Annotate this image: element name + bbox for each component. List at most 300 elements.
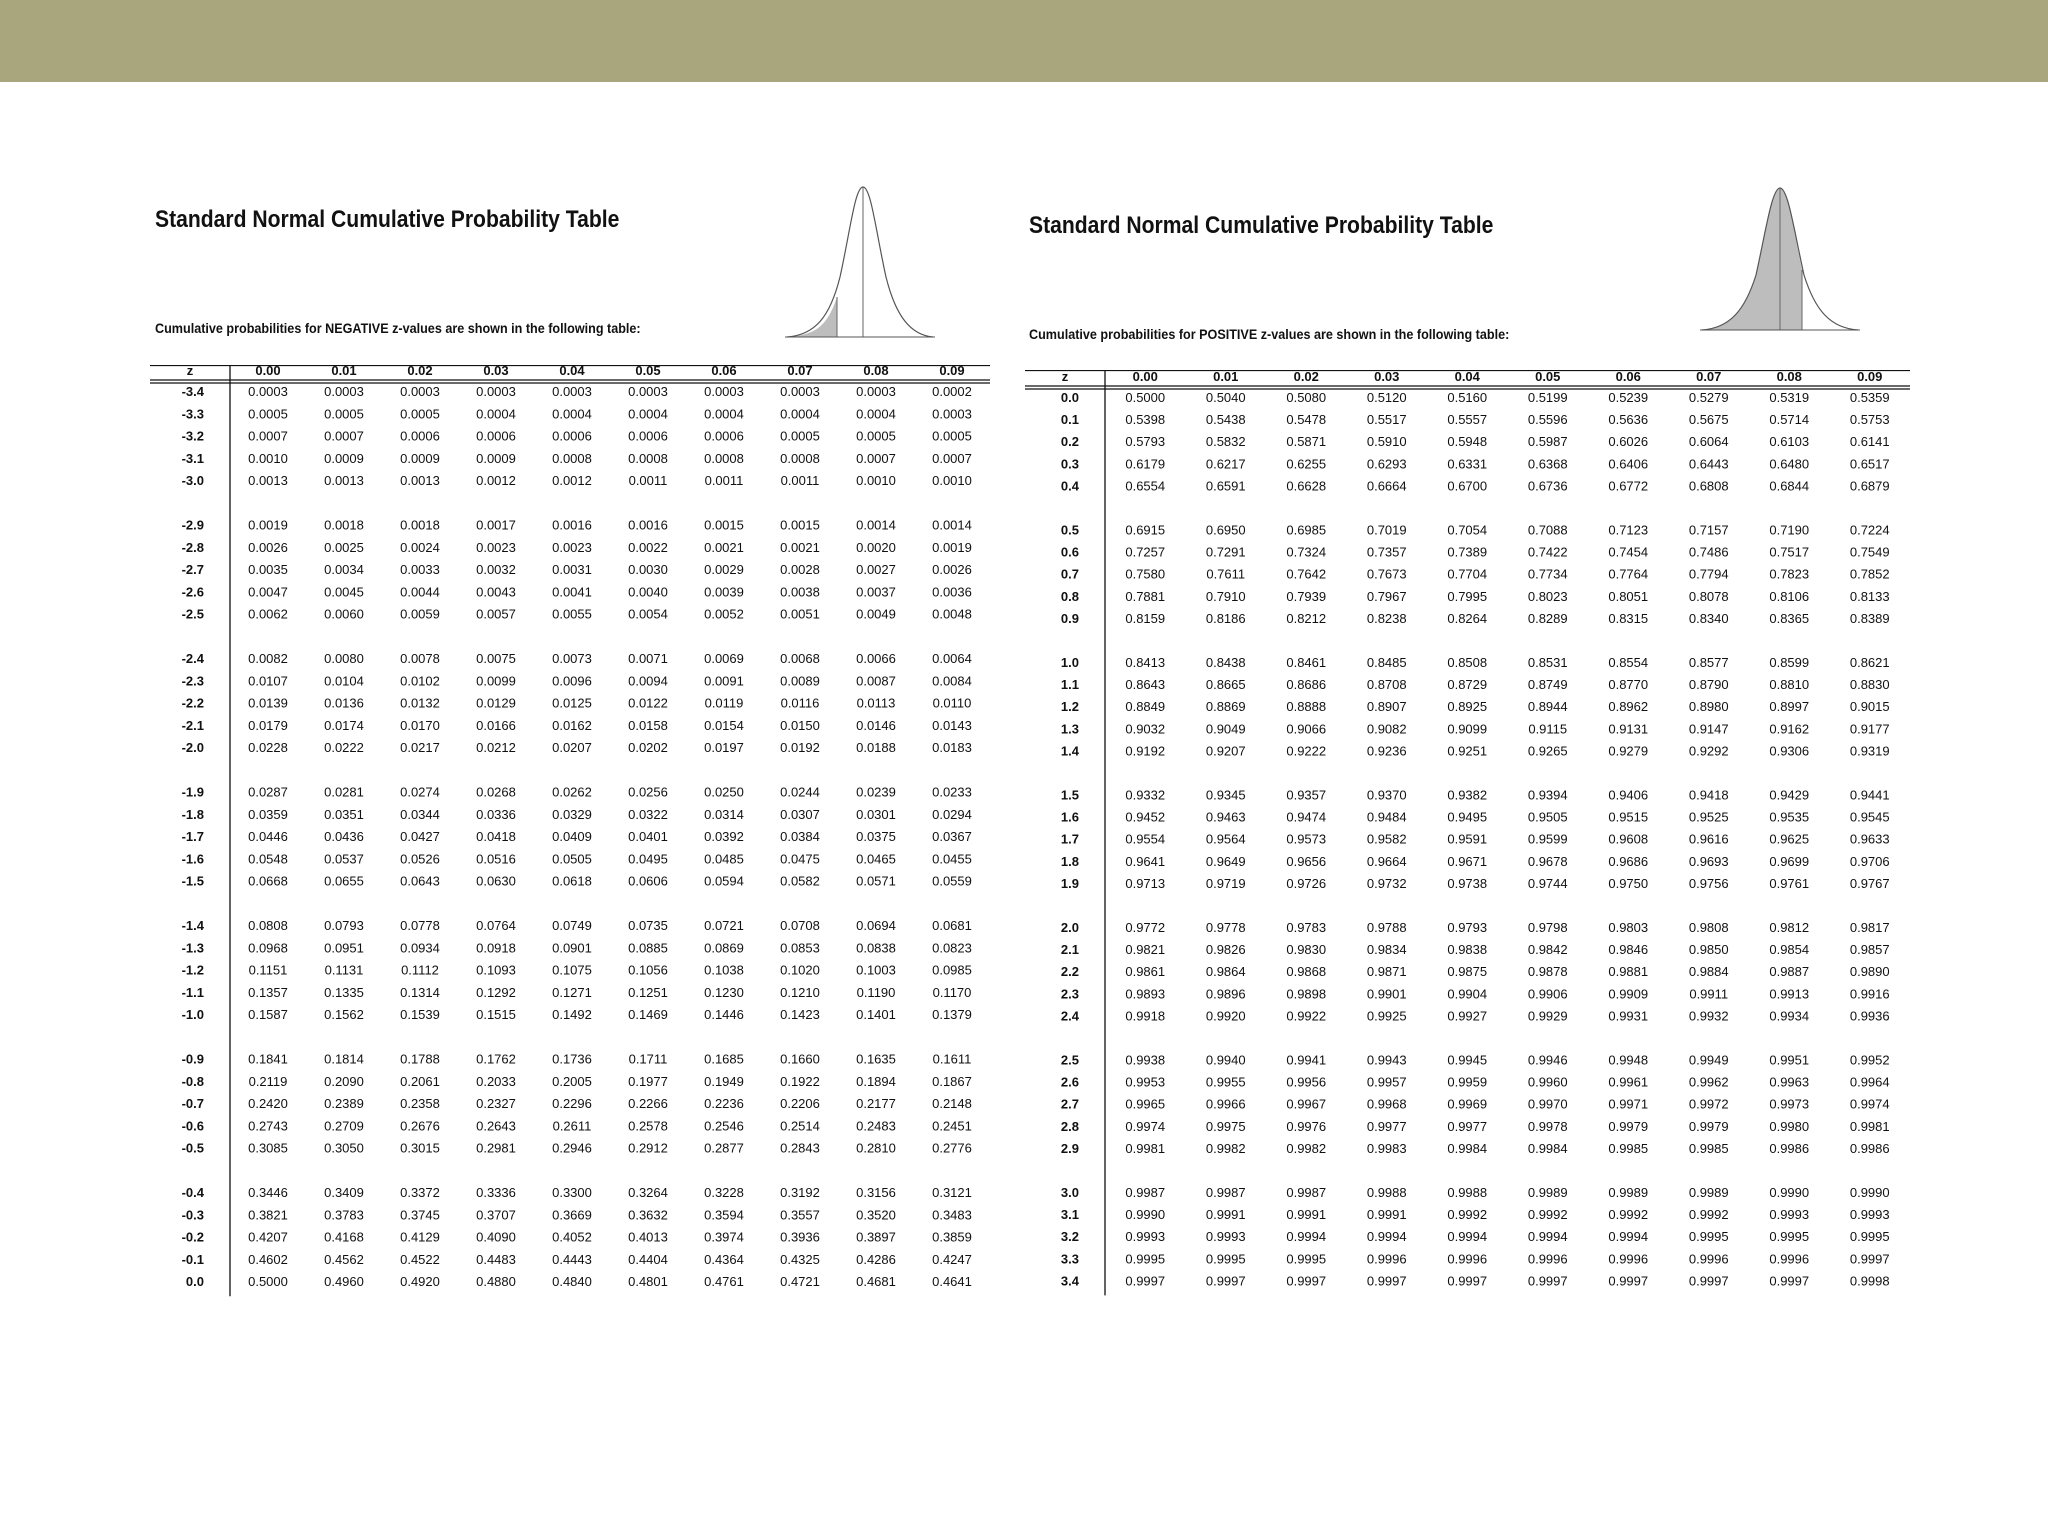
probability-cell: 0.0268 bbox=[476, 784, 516, 800]
table-row bbox=[182, 1185, 972, 1200]
probability-cell: 0.1562 bbox=[324, 1007, 364, 1023]
probability-cell: 0.8264 bbox=[1447, 610, 1488, 626]
table-row bbox=[1061, 1251, 1890, 1266]
column-header-cell: 0.06 bbox=[1615, 370, 1641, 384]
probability-cell: 0.0003 bbox=[932, 406, 972, 422]
table-row bbox=[182, 829, 972, 844]
probability-cell: 0.2119 bbox=[248, 1073, 288, 1089]
probability-cell: 0.9981 bbox=[1849, 1118, 1890, 1134]
probability-cell: 0.9382 bbox=[1447, 787, 1488, 803]
probability-cell: 0.0901 bbox=[552, 940, 592, 956]
probability-cell: 0.5359 bbox=[1849, 390, 1890, 405]
z-value-cell: -0.9 bbox=[181, 1051, 204, 1067]
probability-cell: 0.0516 bbox=[476, 851, 516, 867]
probability-cell: 0.9808 bbox=[1688, 920, 1729, 935]
probability-cell: 0.4641 bbox=[932, 1274, 972, 1290]
probability-cell: 0.0016 bbox=[628, 517, 668, 533]
probability-cell: 0.0062 bbox=[248, 606, 288, 622]
table-row bbox=[186, 1274, 972, 1289]
table-row bbox=[1061, 1229, 1890, 1244]
z-value-cell: 1.1 bbox=[1060, 677, 1079, 693]
probability-cell: 0.6255 bbox=[1286, 456, 1327, 472]
probability-cell: 0.0012 bbox=[552, 473, 592, 489]
column-header-cell: 0.02 bbox=[407, 365, 433, 378]
probability-cell: 0.0047 bbox=[248, 584, 288, 600]
probability-cell: 0.0351 bbox=[324, 806, 364, 822]
probability-cell: 0.9545 bbox=[1849, 809, 1890, 825]
probability-cell: 0.9979 bbox=[1608, 1118, 1649, 1134]
probability-cell: 0.9573 bbox=[1286, 831, 1327, 847]
probability-cell: 0.9929 bbox=[1527, 1008, 1568, 1024]
probability-cell: 0.1423 bbox=[780, 1007, 820, 1023]
table-row bbox=[1061, 655, 1890, 670]
probability-cell: 0.6064 bbox=[1688, 434, 1729, 450]
probability-cell: 0.9988 bbox=[1366, 1185, 1407, 1200]
probability-cell: 0.9878 bbox=[1527, 964, 1568, 980]
column-header-cell: 0.09 bbox=[939, 365, 965, 378]
probability-cell: 0.9979 bbox=[1688, 1118, 1729, 1134]
probability-cell: 0.8340 bbox=[1688, 610, 1729, 626]
probability-cell: 0.1401 bbox=[856, 1007, 896, 1023]
probability-cell: 0.0436 bbox=[324, 829, 364, 845]
probability-cell: 0.0064 bbox=[932, 651, 972, 666]
probability-cell: 0.9992 bbox=[1447, 1207, 1488, 1223]
probability-cell: 0.2148 bbox=[932, 1096, 972, 1112]
probability-cell: 0.9495 bbox=[1447, 809, 1488, 825]
probability-cell: 0.5080 bbox=[1286, 390, 1327, 405]
probability-cell: 0.7704 bbox=[1447, 566, 1488, 582]
probability-cell: 0.9997 bbox=[1447, 1273, 1488, 1289]
probability-cell: 0.0068 bbox=[780, 651, 820, 666]
probability-cell: 0.9997 bbox=[1769, 1273, 1810, 1289]
probability-cell: 0.9222 bbox=[1286, 743, 1327, 759]
z-value-cell: -0.4 bbox=[181, 1185, 204, 1200]
probability-cell: 0.1736 bbox=[552, 1051, 592, 1067]
z-value-cell: 0.3 bbox=[1060, 456, 1079, 472]
z-value-cell: -3.2 bbox=[181, 428, 204, 444]
probability-cell: 0.7852 bbox=[1849, 566, 1890, 582]
probability-cell: 0.0116 bbox=[780, 695, 820, 711]
probability-cell: 0.4247 bbox=[932, 1251, 972, 1267]
probability-cell: 0.9890 bbox=[1849, 964, 1890, 980]
probability-cell: 0.0446 bbox=[248, 829, 288, 845]
probability-cell: 0.8212 bbox=[1286, 610, 1327, 626]
probability-cell: 0.8078 bbox=[1688, 588, 1729, 604]
table-row bbox=[1061, 942, 1890, 957]
probability-cell: 0.9952 bbox=[1849, 1052, 1890, 1068]
probability-cell: 0.9857 bbox=[1849, 942, 1890, 958]
probability-cell: 0.8389 bbox=[1849, 610, 1890, 626]
probability-cell: 0.9177 bbox=[1849, 721, 1890, 737]
table-row bbox=[182, 985, 972, 1000]
probability-cell: 0.0287 bbox=[248, 784, 288, 800]
probability-cell: 0.9783 bbox=[1286, 920, 1327, 935]
table-row bbox=[182, 1141, 972, 1156]
z-value-cell: 3.2 bbox=[1060, 1229, 1079, 1245]
probability-cell: 0.6736 bbox=[1527, 478, 1568, 494]
probability-cell: 0.0026 bbox=[248, 539, 288, 555]
z-value-cell: 1.4 bbox=[1060, 743, 1079, 759]
probability-cell: 0.9938 bbox=[1125, 1052, 1166, 1068]
probability-cell: 0.0233 bbox=[932, 784, 972, 800]
probability-cell: 0.0244 bbox=[780, 784, 820, 800]
probability-cell: 0.8643 bbox=[1125, 677, 1166, 693]
probability-cell: 0.6664 bbox=[1366, 478, 1407, 494]
probability-cell: 0.9778 bbox=[1205, 920, 1246, 935]
probability-cell: 0.0239 bbox=[856, 784, 896, 800]
z-value-cell: -1.2 bbox=[181, 962, 204, 978]
z-value-cell: -2.5 bbox=[181, 606, 204, 622]
probability-cell: 0.4168 bbox=[324, 1229, 364, 1245]
probability-cell: 0.1230 bbox=[704, 984, 744, 1000]
z-value-cell: 0.9 bbox=[1060, 610, 1079, 626]
z-value-cell: -3.3 bbox=[181, 406, 204, 422]
probability-cell: 0.7123 bbox=[1608, 522, 1649, 538]
probability-cell: 0.5279 bbox=[1688, 390, 1729, 405]
probability-cell: 0.0024 bbox=[400, 539, 440, 555]
probability-cell: 0.9706 bbox=[1849, 853, 1890, 869]
probability-cell: 0.3015 bbox=[400, 1140, 440, 1156]
probability-cell: 0.0869 bbox=[704, 940, 744, 956]
probability-cell: 0.5319 bbox=[1769, 390, 1810, 405]
probability-cell: 0.9922 bbox=[1286, 1008, 1327, 1024]
probability-cell: 0.0150 bbox=[780, 717, 820, 733]
z-value-cell: 2.8 bbox=[1060, 1118, 1079, 1134]
probability-cell: 0.0021 bbox=[780, 539, 820, 555]
probability-cell: 0.7794 bbox=[1688, 566, 1729, 582]
table-row bbox=[182, 651, 972, 666]
probability-cell: 0.0011 bbox=[704, 473, 744, 489]
probability-cell: 0.3050 bbox=[324, 1140, 364, 1156]
probability-cell: 0.0036 bbox=[932, 584, 972, 600]
probability-cell: 0.0392 bbox=[704, 829, 744, 845]
probability-cell: 0.9995 bbox=[1769, 1229, 1810, 1245]
probability-cell: 0.1075 bbox=[552, 962, 592, 978]
probability-cell: 0.8665 bbox=[1205, 677, 1246, 693]
probability-cell: 0.0007 bbox=[324, 428, 364, 444]
probability-cell: 0.9898 bbox=[1286, 986, 1327, 1002]
probability-cell: 0.3264 bbox=[628, 1185, 668, 1200]
probability-cell: 0.9861 bbox=[1125, 964, 1166, 980]
probability-cell: 0.5793 bbox=[1125, 434, 1166, 450]
probability-cell: 0.0375 bbox=[856, 829, 896, 845]
z-value-cell: 0.1 bbox=[1060, 412, 1079, 428]
probability-cell: 0.9664 bbox=[1366, 853, 1407, 869]
probability-cell: 0.0003 bbox=[248, 384, 288, 399]
probability-cell: 0.6700 bbox=[1447, 478, 1488, 494]
probability-cell: 0.9936 bbox=[1849, 1008, 1890, 1024]
probability-cell: 0.6772 bbox=[1608, 478, 1649, 494]
z-value-cell: -3.4 bbox=[181, 384, 204, 399]
probability-cell: 0.9972 bbox=[1688, 1096, 1729, 1112]
probability-cell: 0.0162 bbox=[552, 717, 592, 733]
probability-cell: 0.0793 bbox=[324, 918, 364, 933]
probability-cell: 0.8413 bbox=[1125, 655, 1166, 670]
table-row bbox=[182, 540, 972, 555]
probability-cell: 0.3707 bbox=[476, 1207, 516, 1223]
probability-cell: 0.2611 bbox=[552, 1118, 592, 1134]
table-row bbox=[1061, 1053, 1890, 1068]
probability-cell: 0.8686 bbox=[1286, 677, 1327, 693]
probability-cell: 0.2061 bbox=[400, 1073, 440, 1089]
probability-cell: 0.0003 bbox=[628, 384, 668, 399]
probability-cell: 0.0023 bbox=[552, 539, 592, 555]
probability-cell: 0.3121 bbox=[932, 1185, 972, 1200]
probability-cell: 0.9656 bbox=[1286, 853, 1327, 869]
probability-cell: 0.1271 bbox=[552, 984, 592, 1000]
probability-cell: 0.6628 bbox=[1286, 478, 1327, 494]
z-value-cell: 3.3 bbox=[1060, 1251, 1079, 1267]
probability-cell: 0.0188 bbox=[856, 740, 896, 756]
probability-cell: 0.9970 bbox=[1527, 1096, 1568, 1112]
probability-cell: 0.8944 bbox=[1527, 699, 1568, 715]
probability-cell: 0.8289 bbox=[1527, 610, 1568, 626]
probability-cell: 0.5832 bbox=[1205, 434, 1246, 450]
probability-cell: 0.3409 bbox=[324, 1185, 364, 1200]
z-value-cell: 2.3 bbox=[1060, 986, 1079, 1002]
z-value-cell: 2.1 bbox=[1060, 942, 1079, 958]
probability-cell: 0.0154 bbox=[704, 717, 744, 733]
probability-cell: 0.2709 bbox=[324, 1118, 364, 1134]
probability-cell: 0.9989 bbox=[1608, 1185, 1649, 1200]
probability-cell: 0.9959 bbox=[1447, 1074, 1488, 1090]
probability-cell: 0.8023 bbox=[1527, 588, 1568, 604]
table-row bbox=[1061, 1273, 1890, 1288]
probability-cell: 0.0951 bbox=[324, 940, 364, 956]
probability-cell: 0.1056 bbox=[628, 962, 668, 978]
z-value-cell: 0.7 bbox=[1060, 566, 1079, 582]
probability-cell: 0.9671 bbox=[1447, 853, 1488, 869]
probability-cell: 0.2810 bbox=[856, 1140, 896, 1156]
z-value-cell: 1.0 bbox=[1060, 655, 1079, 670]
probability-cell: 0.9887 bbox=[1769, 964, 1810, 980]
probability-cell: 0.1841 bbox=[248, 1051, 288, 1067]
probability-cell: 0.9463 bbox=[1205, 809, 1246, 825]
probability-cell: 0.1762 bbox=[476, 1051, 516, 1067]
probability-cell: 0.3372 bbox=[400, 1185, 440, 1200]
z-value-cell: -1.0 bbox=[181, 1007, 204, 1023]
probability-cell: 0.4013 bbox=[628, 1229, 668, 1245]
probability-cell: 0.9893 bbox=[1125, 986, 1166, 1002]
probability-cell: 0.9834 bbox=[1366, 942, 1407, 958]
probability-cell: 0.0060 bbox=[324, 606, 364, 622]
probability-cell: 0.8106 bbox=[1769, 588, 1810, 604]
probability-cell: 0.9678 bbox=[1527, 853, 1568, 869]
probability-cell: 0.9750 bbox=[1608, 875, 1649, 891]
probability-cell: 0.5438 bbox=[1205, 412, 1246, 428]
column-header-cell: 0.03 bbox=[483, 365, 509, 378]
probability-cell: 0.6517 bbox=[1849, 456, 1890, 472]
probability-cell: 0.9838 bbox=[1447, 942, 1488, 958]
table-row bbox=[182, 740, 972, 755]
probability-cell: 0.9990 bbox=[1849, 1185, 1890, 1200]
probability-cell: 0.9990 bbox=[1769, 1185, 1810, 1200]
probability-cell: 0.0918 bbox=[476, 940, 516, 956]
probability-cell: 0.8888 bbox=[1286, 699, 1327, 715]
probability-cell: 0.9633 bbox=[1849, 831, 1890, 847]
probability-cell: 0.1112 bbox=[401, 962, 439, 978]
probability-cell: 0.0455 bbox=[932, 851, 972, 867]
probability-cell: 0.0170 bbox=[400, 717, 440, 733]
probability-cell: 0.0009 bbox=[476, 450, 516, 466]
probability-cell: 0.2358 bbox=[400, 1096, 440, 1112]
probability-cell: 0.0033 bbox=[400, 562, 440, 578]
table-row bbox=[182, 1096, 972, 1111]
probability-cell: 0.8365 bbox=[1769, 610, 1810, 626]
probability-cell: 0.0004 bbox=[628, 406, 668, 422]
probability-cell: 0.9946 bbox=[1527, 1052, 1568, 1068]
table-row bbox=[1061, 1185, 1890, 1200]
probability-cell: 0.2981 bbox=[476, 1140, 516, 1156]
probability-cell: 0.9812 bbox=[1769, 920, 1810, 935]
probability-cell: 0.0005 bbox=[932, 428, 972, 444]
z-value-cell: -1.9 bbox=[181, 784, 204, 800]
z-value-cell: 1.2 bbox=[1060, 699, 1079, 715]
probability-cell: 0.9997 bbox=[1849, 1251, 1890, 1267]
probability-cell: 0.0005 bbox=[324, 406, 364, 422]
column-header-cell: 0.02 bbox=[1293, 370, 1319, 384]
table-row bbox=[182, 473, 972, 488]
probability-cell: 0.9993 bbox=[1769, 1207, 1810, 1223]
probability-cell: 0.2005 bbox=[552, 1073, 592, 1089]
probability-cell: 0.7823 bbox=[1769, 566, 1810, 582]
probability-cell: 0.0007 bbox=[248, 428, 288, 444]
probability-cell: 0.9948 bbox=[1608, 1052, 1649, 1068]
probability-cell: 0.0020 bbox=[856, 539, 896, 555]
probability-cell: 0.1190 bbox=[856, 984, 896, 1000]
probability-cell: 0.8962 bbox=[1608, 699, 1649, 715]
table-row bbox=[1061, 545, 1890, 560]
z-value-cell: -0.1 bbox=[181, 1251, 204, 1267]
probability-cell: 0.0367 bbox=[932, 829, 972, 845]
z-value-cell: 1.8 bbox=[1060, 853, 1079, 869]
probability-cell: 0.9015 bbox=[1849, 699, 1890, 715]
probability-cell: 0.2946 bbox=[552, 1140, 592, 1156]
probability-cell: 0.0329 bbox=[552, 806, 592, 822]
probability-cell: 0.3745 bbox=[400, 1207, 440, 1223]
probability-cell: 0.9997 bbox=[1205, 1273, 1246, 1289]
probability-cell: 0.1587 bbox=[248, 1007, 288, 1023]
probability-cell: 0.4562 bbox=[324, 1251, 364, 1267]
probability-cell: 0.5987 bbox=[1527, 434, 1568, 450]
probability-cell: 0.0122 bbox=[628, 695, 668, 711]
probability-cell: 0.9993 bbox=[1125, 1229, 1166, 1245]
z-value-cell: 1.5 bbox=[1060, 787, 1079, 803]
probability-cell: 0.3192 bbox=[780, 1185, 820, 1200]
table-row bbox=[1061, 390, 1890, 405]
probability-cell: 0.0049 bbox=[856, 606, 896, 622]
probability-cell: 0.9989 bbox=[1688, 1185, 1729, 1200]
probability-cell: 0.7357 bbox=[1366, 544, 1407, 560]
probability-cell: 0.8925 bbox=[1447, 699, 1488, 715]
probability-cell: 0.5398 bbox=[1125, 412, 1166, 428]
probability-cell: 0.9957 bbox=[1366, 1074, 1407, 1090]
probability-cell: 0.9394 bbox=[1527, 787, 1568, 803]
probability-cell: 0.9934 bbox=[1769, 1008, 1810, 1024]
probability-cell: 0.9909 bbox=[1608, 986, 1649, 1002]
probability-cell: 0.9625 bbox=[1769, 831, 1810, 847]
probability-cell: 0.9525 bbox=[1688, 809, 1729, 825]
probability-cell: 0.0132 bbox=[400, 695, 440, 711]
z-value-cell: 1.6 bbox=[1060, 809, 1079, 825]
probability-cell: 0.0026 bbox=[932, 562, 972, 578]
probability-cell: 0.0228 bbox=[248, 740, 288, 756]
probability-cell: 0.9991 bbox=[1366, 1207, 1407, 1223]
probability-cell: 0.0032 bbox=[476, 562, 516, 578]
probability-cell: 0.7995 bbox=[1447, 588, 1488, 604]
probability-cell: 0.3085 bbox=[248, 1140, 288, 1156]
probability-cell: 0.0084 bbox=[932, 673, 972, 689]
probability-cell: 0.0071 bbox=[628, 651, 668, 666]
probability-cell: 0.3669 bbox=[552, 1207, 592, 1223]
probability-cell: 0.9484 bbox=[1366, 809, 1407, 825]
probability-cell: 0.0202 bbox=[628, 740, 668, 756]
probability-cell: 0.9987 bbox=[1205, 1185, 1246, 1200]
table-row bbox=[1061, 412, 1890, 427]
table-row bbox=[1061, 721, 1890, 736]
z-value-cell: 0.2 bbox=[1060, 434, 1079, 450]
probability-cell: 0.2327 bbox=[476, 1096, 516, 1112]
column-header-cell: 0.05 bbox=[1535, 370, 1561, 384]
probability-cell: 0.0003 bbox=[704, 384, 744, 399]
probability-cell: 0.7642 bbox=[1286, 566, 1327, 582]
probability-cell: 0.9788 bbox=[1366, 920, 1407, 935]
probability-cell: 0.0179 bbox=[248, 717, 288, 733]
probability-cell: 0.5000 bbox=[248, 1274, 288, 1290]
column-header-cell: 0.04 bbox=[559, 365, 585, 378]
probability-cell: 0.1446 bbox=[704, 1007, 744, 1023]
probability-cell: 0.9066 bbox=[1286, 721, 1327, 737]
probability-cell: 0.0048 bbox=[932, 606, 972, 622]
column-header-cell: 0.07 bbox=[787, 365, 813, 378]
probability-cell: 0.9940 bbox=[1205, 1052, 1246, 1068]
table-row bbox=[182, 1007, 972, 1022]
z-value-cell: -1.5 bbox=[181, 873, 204, 889]
probability-cell: 0.7088 bbox=[1527, 522, 1568, 538]
probability-cell: 0.0008 bbox=[704, 450, 744, 466]
probability-cell: 0.1251 bbox=[628, 984, 668, 1000]
probability-cell: 0.9713 bbox=[1125, 875, 1166, 891]
table-row bbox=[182, 584, 972, 599]
probability-cell: 0.0559 bbox=[932, 873, 972, 889]
probability-cell: 0.6591 bbox=[1205, 478, 1246, 494]
probability-cell: 0.0008 bbox=[552, 450, 592, 466]
column-header-cell: 0.00 bbox=[255, 365, 281, 378]
probability-cell: 0.0012 bbox=[476, 473, 516, 489]
probability-cell: 0.9995 bbox=[1125, 1251, 1166, 1267]
probability-cell: 0.4052 bbox=[552, 1229, 592, 1245]
probability-cell: 0.9965 bbox=[1125, 1096, 1166, 1112]
probability-cell: 0.0427 bbox=[400, 829, 440, 845]
probability-cell: 0.0778 bbox=[400, 918, 440, 933]
probability-cell: 0.9608 bbox=[1608, 831, 1649, 847]
probability-cell: 0.9925 bbox=[1366, 1008, 1407, 1024]
probability-cell: 0.9452 bbox=[1125, 809, 1166, 825]
probability-cell: 0.4840 bbox=[552, 1274, 592, 1290]
probability-cell: 0.9963 bbox=[1769, 1074, 1810, 1090]
probability-cell: 0.0505 bbox=[552, 851, 592, 867]
probability-cell: 0.9975 bbox=[1205, 1118, 1246, 1134]
probability-cell: 0.0057 bbox=[476, 606, 516, 622]
probability-cell: 0.0010 bbox=[248, 450, 288, 466]
z-value-cell: 0.8 bbox=[1060, 588, 1079, 604]
probability-cell: 0.9049 bbox=[1205, 721, 1246, 737]
probability-cell: 0.8186 bbox=[1205, 610, 1246, 626]
z-value-cell: 0.0 bbox=[185, 1274, 204, 1290]
z-value-cell: -1.6 bbox=[181, 851, 204, 867]
probability-cell: 0.9693 bbox=[1688, 853, 1729, 869]
probability-cell: 0.0035 bbox=[248, 562, 288, 578]
